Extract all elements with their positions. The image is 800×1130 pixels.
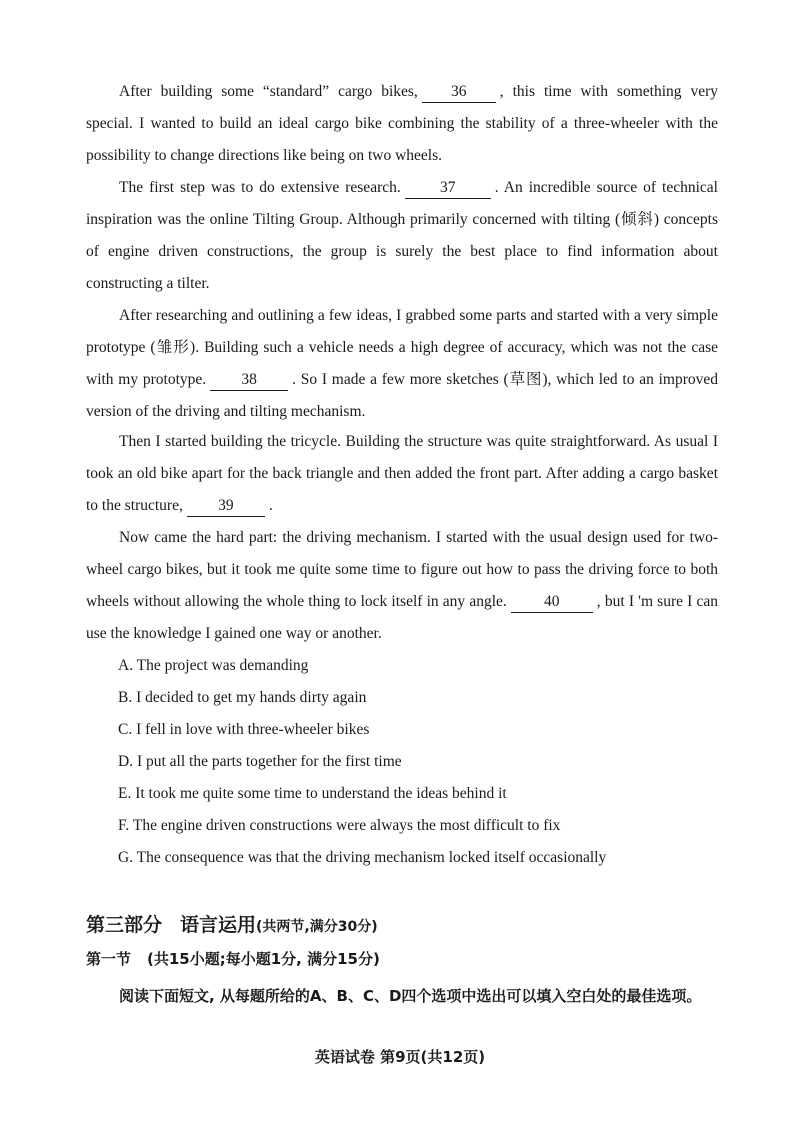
- blank-36: 36: [422, 82, 496, 103]
- part-three-heading: [86, 910, 378, 937]
- option-g: G. The consequence was that the driving mechanism locked itself occasionally: [118, 849, 607, 866]
- passage-paragraph-1: [86, 76, 718, 172]
- paragraph-text: .: [268, 497, 273, 514]
- option-a: A. The project was demanding: [118, 657, 309, 674]
- answer-options: [118, 650, 606, 874]
- paragraph-text: Then I started building the tricycle. Building the structure was quite straightforward. As usual I took an old bike apart for the back triangle and then added the front part. After adding a cargo basket to the structure,: [86, 433, 718, 514]
- part-note: (共两节,满分30分): [256, 919, 378, 935]
- option-d: D. I put all the parts together for the first time: [118, 753, 402, 770]
- passage-paragraph-2: [86, 172, 718, 300]
- paragraph-text: . So I made a few more sketches (草图), which led to an improved version of the driving and tilting mechanism.: [86, 371, 718, 420]
- option-b: B. I decided to get my hands dirty again: [118, 689, 367, 706]
- passage-paragraph-5: [86, 522, 718, 650]
- part-name: 语言运用: [180, 914, 257, 936]
- option-e: E. It took me quite some time to understand the ideas behind it: [118, 785, 507, 802]
- page-footer: 英语试卷 第9页(共12页): [314, 1048, 486, 1066]
- paragraph-text: The first step was to do extensive research.: [119, 179, 401, 196]
- paragraph-text: Now came the hard part: the driving mechanism. I started with the usual design used for two-wheel cargo bikes, but it took me quite some time to figure out how to pass the driving force to both wheels without allowing the whole thing to lock itself in any angle.: [86, 529, 718, 610]
- passage-paragraph-3: [86, 300, 718, 428]
- blank-38: 38: [210, 370, 288, 391]
- blank-39: 39: [187, 496, 265, 517]
- instruction-text: 阅读下面短文, 从每题所给的A、B、C、D四个选项中选出可以填入空白处的最佳选项。: [119, 987, 702, 1005]
- section-title: 第一节: [86, 950, 132, 968]
- paragraph-text: , but I 'm sure I can use the knowledge I gained one way or another.: [86, 593, 718, 642]
- paragraph-text: . An incredible source of technical inspiration was the online Tilting Group. Although primarily concerned with tilting (倾斜) concepts of engine driven constructions, the group is surely the best place to find information about constructing a tilter.: [86, 179, 718, 292]
- paragraph-text: After researching and outlining a few ideas, I grabbed some parts and started with a very simple prototype (雏形). Building such a vehicle needs a high degree of accuracy, which was not the case with my prototype.: [86, 307, 718, 388]
- paragraph-text: , this time with something very special. I wanted to build an ideal cargo bike combining the stability of a three-wheeler with the possibility to change directions like being on two wheels.: [86, 83, 718, 164]
- section-one-heading: [86, 948, 380, 969]
- part-title: 第三部分: [86, 914, 163, 936]
- option-c: C. I fell in love with three-wheeler bikes: [118, 721, 370, 738]
- paragraph-text: After building some “standard” cargo bikes,: [119, 83, 418, 100]
- passage-paragraph-4: [86, 426, 718, 522]
- section-note: (共15小题;每小题1分, 满分15分): [147, 950, 380, 968]
- blank-40: 40: [511, 592, 593, 613]
- blank-37: 37: [405, 178, 491, 199]
- option-f: F. The engine driven constructions were always the most difficult to fix: [118, 817, 561, 834]
